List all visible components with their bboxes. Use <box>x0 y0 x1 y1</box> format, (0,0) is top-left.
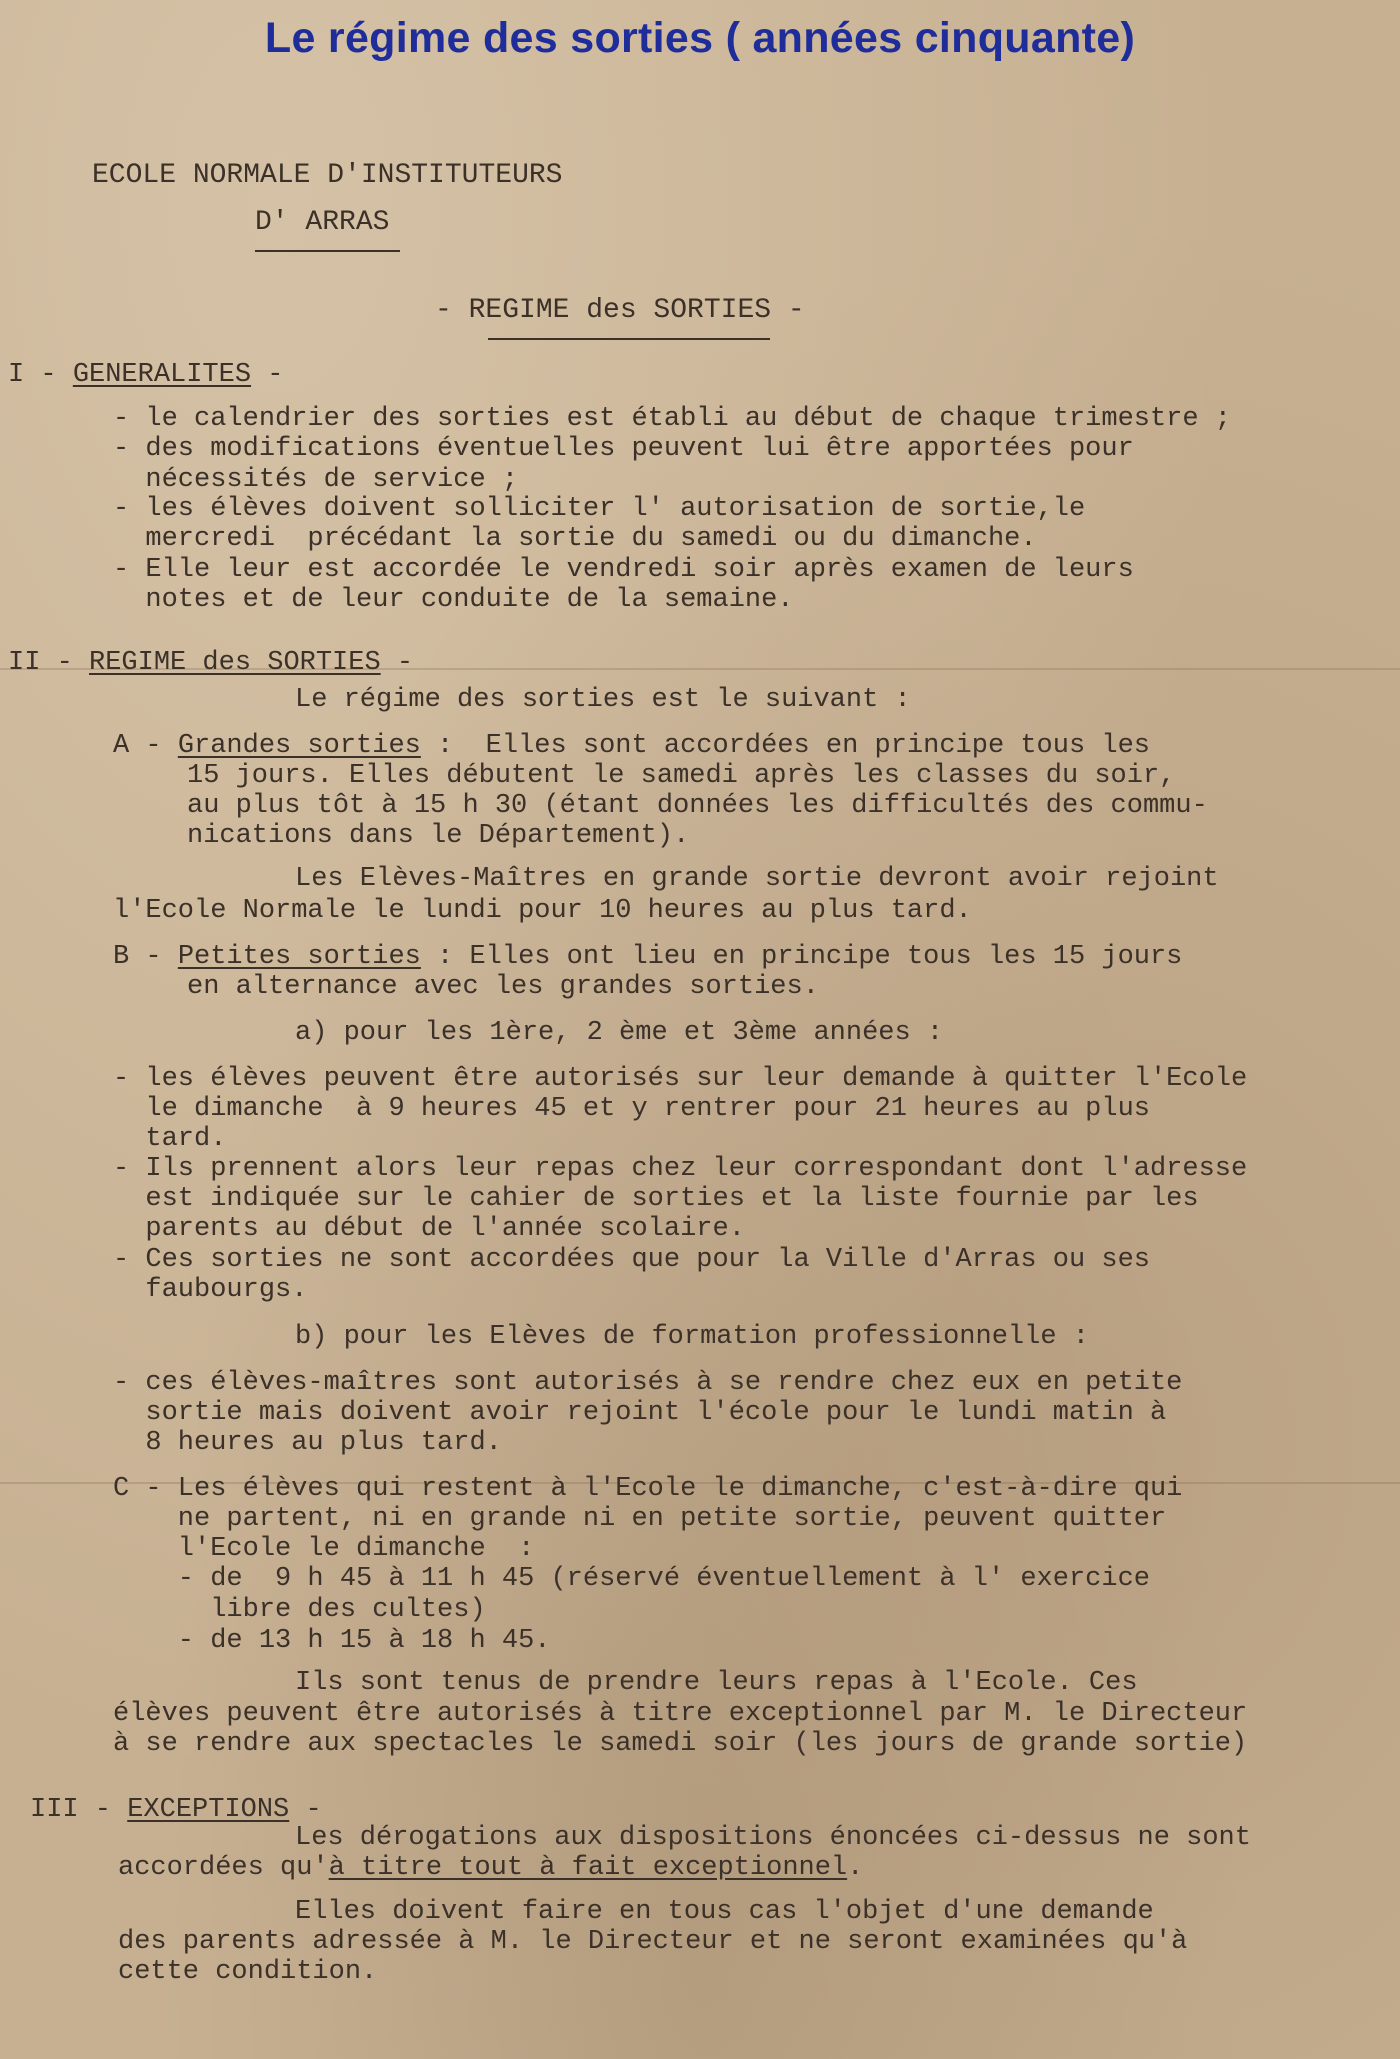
subsection-c-line: C - Les élèves qui restent à l'Ecole le dimanche, c'est-à-dire qui <box>113 1474 1183 1504</box>
school-city: D' ARRAS <box>255 207 390 238</box>
bullet-line: 8 heures au plus tard. <box>113 1428 502 1458</box>
section-line: - les élèves doivent solliciter l' autorisation de sortie,le <box>113 494 1086 524</box>
paragraph-line: à se rendre aux spectacles le samedi soir (les jours de grande sortie) <box>113 1729 1248 1759</box>
section-intro: Le régime des sorties est le suivant : <box>295 685 911 715</box>
bullet-line: - les élèves peuvent être autorisés sur leur demande à quitter l'Ecole <box>113 1064 1248 1094</box>
subsection-b-title: b) pour les Elèves de formation professionnelle : <box>295 1322 1089 1352</box>
paragraph-line: élèves peuvent être autorisés à titre exceptionnel par M. le Directeur <box>113 1699 1248 1729</box>
section-line: accordées qu'à titre tout à fait exceptionnel. <box>118 1853 864 1883</box>
bullet-line: - ces élèves-maîtres sont autorisés à se rendre chez eux en petite <box>113 1368 1183 1398</box>
section-line: - des modifications éventuelles peuvent lui être apportées pour <box>113 434 1134 464</box>
subsection-c-line: - de 9 h 45 à 11 h 45 (réservé éventuellement à l' exercice <box>113 1564 1150 1594</box>
section-line: mercredi précédant la sortie du samedi ou du dimanche. <box>113 524 1037 554</box>
school-name: ECOLE NORMALE D'INSTITUTEURS <box>92 160 563 191</box>
subsection-a-title: a) pour les 1ère, 2 ème et 3ème années : <box>295 1018 944 1048</box>
subsection-line: 15 jours. Elles débutent le samedi après les classes du soir, <box>187 761 1176 791</box>
subsection-line: au plus tôt à 15 h 30 (étant données les difficultés des commu- <box>187 791 1208 821</box>
subsection-c-line: ne partent, ni en grande ni en petite sortie, peuvent quitter <box>113 1504 1167 1534</box>
school-underline <box>255 250 400 252</box>
section-line: - le calendrier des sorties est établi au début de chaque trimestre ; <box>113 404 1231 434</box>
subsection-c-line: - de 13 h 15 à 18 h 45. <box>113 1626 551 1656</box>
bullet-line: - Ils prennent alors leur repas chez leur correspondant dont l'adresse <box>113 1154 1248 1184</box>
subsection-a-heading: A - Grandes sorties : Elles sont accordées en principe tous les <box>113 731 1150 761</box>
section-line: - Elle leur est accordée le vendredi soir après examen de leurs <box>113 555 1134 585</box>
bullet-line: - Ces sorties ne sont accordées que pour la Ville d'Arras ou ses <box>113 1245 1150 1275</box>
banner-title: Le régime des sorties ( années cinquante) <box>264 14 1136 62</box>
subsection-line: nications dans le Département). <box>187 821 690 851</box>
paragraph-line: Ils sont tenus de prendre leurs repas à l'Ecole. Ces <box>295 1668 1138 1698</box>
section-line: des parents adressée à M. le Directeur et ne seront examinées qu'à <box>118 1927 1188 1957</box>
bullet-line: faubourgs. <box>113 1275 308 1305</box>
bullet-line: tard. <box>113 1124 227 1154</box>
paragraph-line: l'Ecole Normale le lundi pour 10 heures au plus tard. <box>113 896 972 926</box>
section-heading: I - GENERALITES - <box>8 360 284 390</box>
bullet-line: est indiquée sur le cahier de sorties et la liste fournie par les <box>113 1184 1199 1214</box>
document-title: - REGIME des SORTIES - <box>435 295 805 326</box>
section-line: notes et de leur conduite de la semaine. <box>113 585 794 615</box>
bullet-line: parents au début de l'année scolaire. <box>113 1214 745 1244</box>
section-line: Elles doivent faire en tous cas l'objet d'une demande <box>295 1897 1154 1927</box>
subsection-c-line: libre des cultes) <box>113 1595 486 1625</box>
bullet-line: le dimanche à 9 heures 45 et y rentrer pour 21 heures au plus <box>113 1094 1150 1124</box>
section-line: nécessités de service ; <box>113 465 519 495</box>
bullet-line: sortie mais doivent avoir rejoint l'école pour le lundi matin à <box>113 1398 1167 1428</box>
paragraph-line: Les Elèves-Maîtres en grande sortie devront avoir rejoint <box>295 864 1219 894</box>
section-heading: II - REGIME des SORTIES - <box>8 648 414 678</box>
title-underline <box>488 338 770 340</box>
section-line: Les dérogations aux dispositions énoncées ci-dessus ne sont <box>295 1823 1251 1853</box>
section-heading: III - EXCEPTIONS - <box>30 1795 322 1825</box>
subsection-line: en alternance avec les grandes sorties. <box>187 972 819 1002</box>
subsection-b-heading: B - Petites sorties : Elles ont lieu en principe tous les 15 jours <box>113 942 1183 972</box>
section-line: cette condition. <box>118 1957 378 1987</box>
subsection-c-line: l'Ecole le dimanche : <box>113 1534 535 1564</box>
